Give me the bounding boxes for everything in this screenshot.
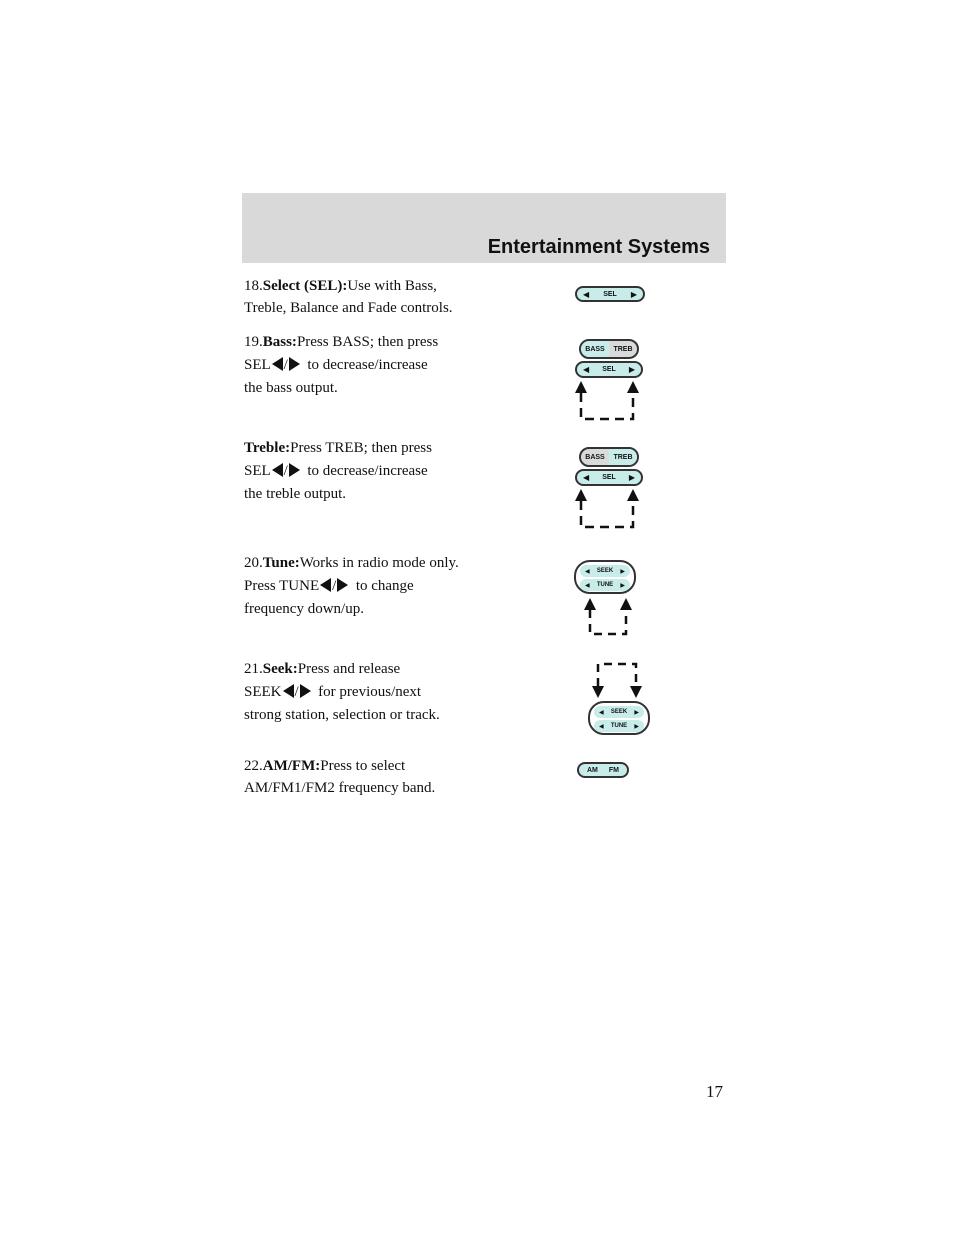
item-treble: Treble:Press TREB; then press SEL / to decrease/increase the treble output. (244, 440, 432, 502)
item-tune: 20.Tune:Works in radio mode only. Press TUNE / to change frequency down/up. (244, 555, 459, 617)
header-band (242, 193, 726, 263)
left-arrow-icon (272, 463, 283, 477)
item-sel: 18.Select (SEL):Use with Bass, Treble, Balance and Fade controls. (244, 278, 453, 316)
am-fm-button: AM FM (577, 762, 629, 778)
page-number: 17 (706, 1082, 723, 1101)
right-arrow-icon (337, 578, 348, 592)
item-bass: 19.Bass:Press BASS; then press SEL / to decrease/increase the bass output. (244, 334, 439, 396)
item-amfm: 22.AM/FM:Press to select AM/FM1/FM2 frequency band. (244, 758, 436, 796)
bass-treb-button: BASS TREB (579, 447, 639, 467)
sel-button: ◀ SEL ▶ (575, 361, 643, 378)
left-arrow-icon (283, 684, 294, 698)
dashed-arrows-down-icon (586, 660, 652, 700)
right-arrow-icon (289, 357, 300, 371)
left-arrow-icon (320, 578, 331, 592)
sel-button-figure: ◀ SEL ▶ (575, 286, 645, 302)
treble-diagram (573, 447, 645, 533)
item-seek: 21.Seek:Press and release SEEK / for previous/next strong station, selection or track. (244, 661, 440, 723)
sel-button: ◀ SEL ▶ (575, 469, 643, 486)
section-title: Entertainment Systems (487, 236, 710, 258)
left-arrow-icon (272, 357, 283, 371)
seek-tune-control: ◀ SEEK ▶ ◀ TUNE ▶ (588, 701, 650, 735)
tune-diagram (574, 560, 638, 638)
bass-treb-button: BASS TREB (579, 339, 639, 359)
bass-diagram (573, 339, 645, 425)
dashed-arrows-icon (580, 596, 636, 638)
seek-tune-control: ◀ SEEK ▶ ◀ TUNE ▶ (574, 560, 636, 594)
dashed-arrows-icon (573, 379, 645, 425)
right-arrow-icon (300, 684, 311, 698)
dashed-arrows-icon (573, 487, 645, 533)
seek-diagram (586, 660, 652, 736)
right-arrow-icon (289, 463, 300, 477)
